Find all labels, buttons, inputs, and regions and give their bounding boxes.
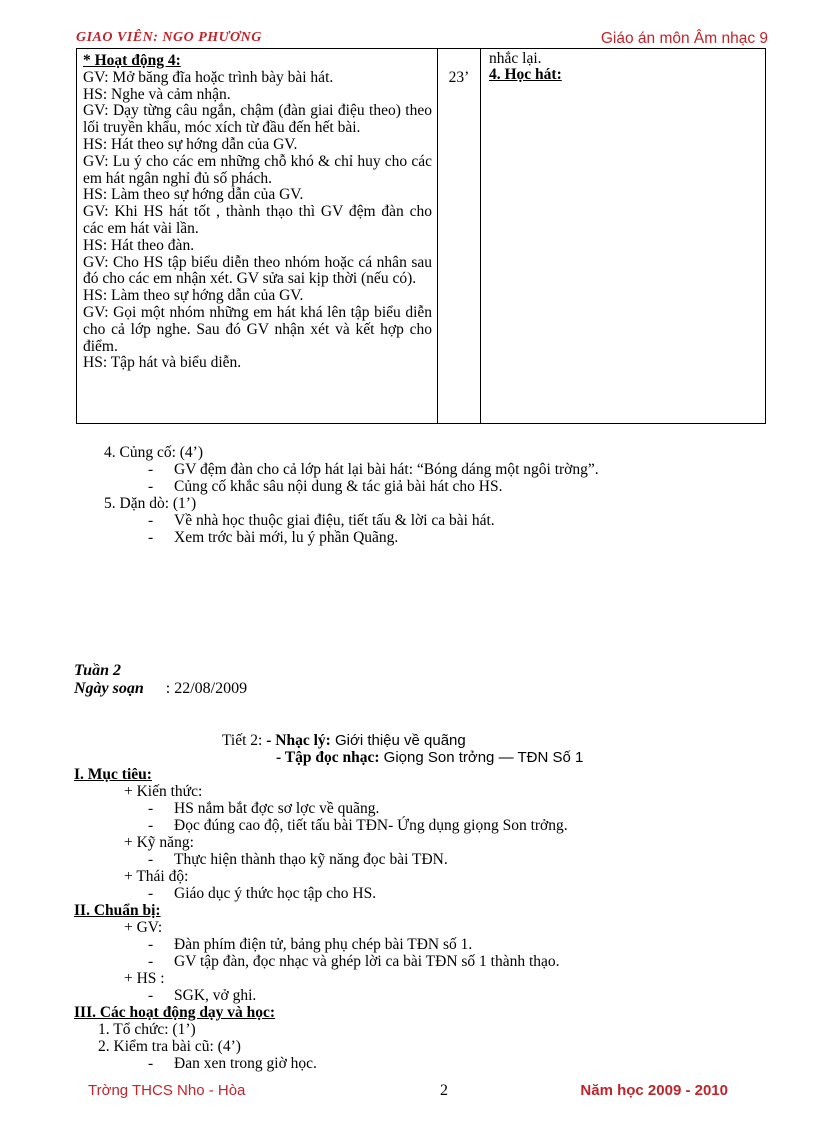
activity-subitem: - Đan xen trong giờ học. (148, 1055, 317, 1072)
activity-line: HS: Làm theo sự hớng dẫn của GV. (83, 186, 304, 204)
teacher-item: - GV tập đàn, đọc nhạc và ghép lời ca bài TĐN số 1 thành thạo. (148, 953, 560, 970)
activity-cell (77, 49, 438, 424)
activity-line: GV: Lu ý cho các em những chỗ khó & chỉ huy cho các em hát ngân nghỉ đủ số phách. (83, 152, 432, 187)
activities-heading: III. Các hoạt động dạy và học: (74, 1004, 276, 1021)
preparation-heading: II. Chuẩn bị: (74, 902, 161, 919)
teacher-label: + GV: (124, 919, 163, 936)
activity-item: 2. Kiểm tra bài cũ: (4’) (98, 1038, 241, 1055)
student-item: - SGK, vở ghi. (148, 987, 257, 1004)
activity-line: HS: Hát theo đàn. (83, 236, 195, 254)
activity-line: HS: Hát theo sự hớng dẫn của GV. (83, 135, 298, 153)
activity-line: GV: Mở băng đĩa hoặc trình bày bài hát. (83, 68, 334, 86)
knowledge-item: - HS nắm bắt đợc sơ lợc về quãng. (148, 800, 380, 817)
activity-line: GV: Gọi một nhóm những em hát khá lên tập biểu diễn cho cả lớp nghe. Sau đó GV nhận xét và kết hợp cho điểm. (83, 303, 432, 355)
section4-item: - GV đệm đàn cho cả lớp hát lại bài hát: “Bóng dáng một ngôi trờng”. (148, 461, 599, 478)
activity-line: HS: Nghe và cảm nhận. (83, 85, 231, 103)
lesson-line2: - Tập đọc nhạc: Giọng Son trởng — TĐN Số 1 (276, 749, 584, 766)
activity-line: GV: Khi HS hát tốt , thành thạo thì GV đệm đàn cho các em hát vài lần. (83, 203, 432, 237)
footer-school: Trờng THCS Nho - Hòa (88, 1082, 246, 1099)
content-heading: 4. Học hát: (489, 66, 562, 83)
section5-item: - Xem trớc bài mới, lu ý phần Quãng. (148, 529, 399, 546)
skills-item: - Thực hiện thành thạo kỹ năng đọc bài TĐN. (148, 851, 448, 868)
week-label: Tuần 2 (74, 662, 121, 679)
activity-item: 1. Tổ chức: (1’) (98, 1021, 196, 1038)
activity-line: HS: Tập hát và biểu diễn. (83, 354, 242, 372)
time-value: 23’ (448, 69, 470, 86)
footer-year: Năm học 2009 - 2010 (580, 1082, 728, 1099)
teacher-item: - Đàn phím điện tử, bảng phụ chép bài TĐN số 1. (148, 936, 473, 953)
header-subject: Giáo án môn Âm nhạc 9 (600, 30, 768, 47)
activity-line: GV: Dạy từng câu ngắn, chậm (đàn giai điệu theo) theo lối truyền khẩu, móc xích từ đầu đến hết bài. (83, 102, 432, 137)
activity-line: HS: Làm theo sự hớng dẫn của GV. (83, 287, 304, 305)
content-line: nhắc lại. (489, 50, 542, 67)
header-teacher: GIAO VIÊN: NGO PHƯƠNG (76, 30, 262, 45)
section4-title: 4. Củng cố: (4’) (104, 444, 204, 461)
lesson-line1: Tiết 2: - Nhạc lý: Giới thiệu về quãng (222, 732, 466, 749)
time-cell (438, 49, 481, 424)
knowledge-label: + Kiến thức: (124, 783, 203, 800)
section4-item: - Củng cố khắc sâu nội dung & tác giả bài hát cho HS. (148, 478, 503, 495)
objectives-heading: I. Mục tiêu: (74, 766, 152, 783)
content-cell (481, 49, 766, 424)
attitude-label: + Thái độ: (124, 868, 189, 885)
date-line: Ngày soạn : 22/08/2009 (74, 680, 248, 697)
knowledge-item: - Đọc đúng cao độ, tiết tấu bài TĐN- Ứng dụng giọng Son trởng. (148, 817, 568, 834)
activity-line: GV: Cho HS tập biểu diễn theo nhóm hoặc cá nhân sau đó cho các em nhận xét. GV sửa sai kịp thời (nếu có). (83, 253, 432, 288)
student-label: + HS : (124, 970, 165, 987)
attitude-item: - Giáo dục ý thức học tập cho HS. (148, 885, 377, 902)
section5-title: 5. Dặn dò: (1’) (104, 495, 197, 512)
activity-heading: * Hoạt động 4: (83, 52, 181, 69)
page-number: 2 (440, 1082, 448, 1099)
section5-item: - Về nhà học thuộc giai điệu, tiết tấu & lời ca bài hát. (148, 512, 495, 529)
activity-table (76, 48, 766, 424)
skills-label: + Kỹ năng: (124, 834, 194, 851)
